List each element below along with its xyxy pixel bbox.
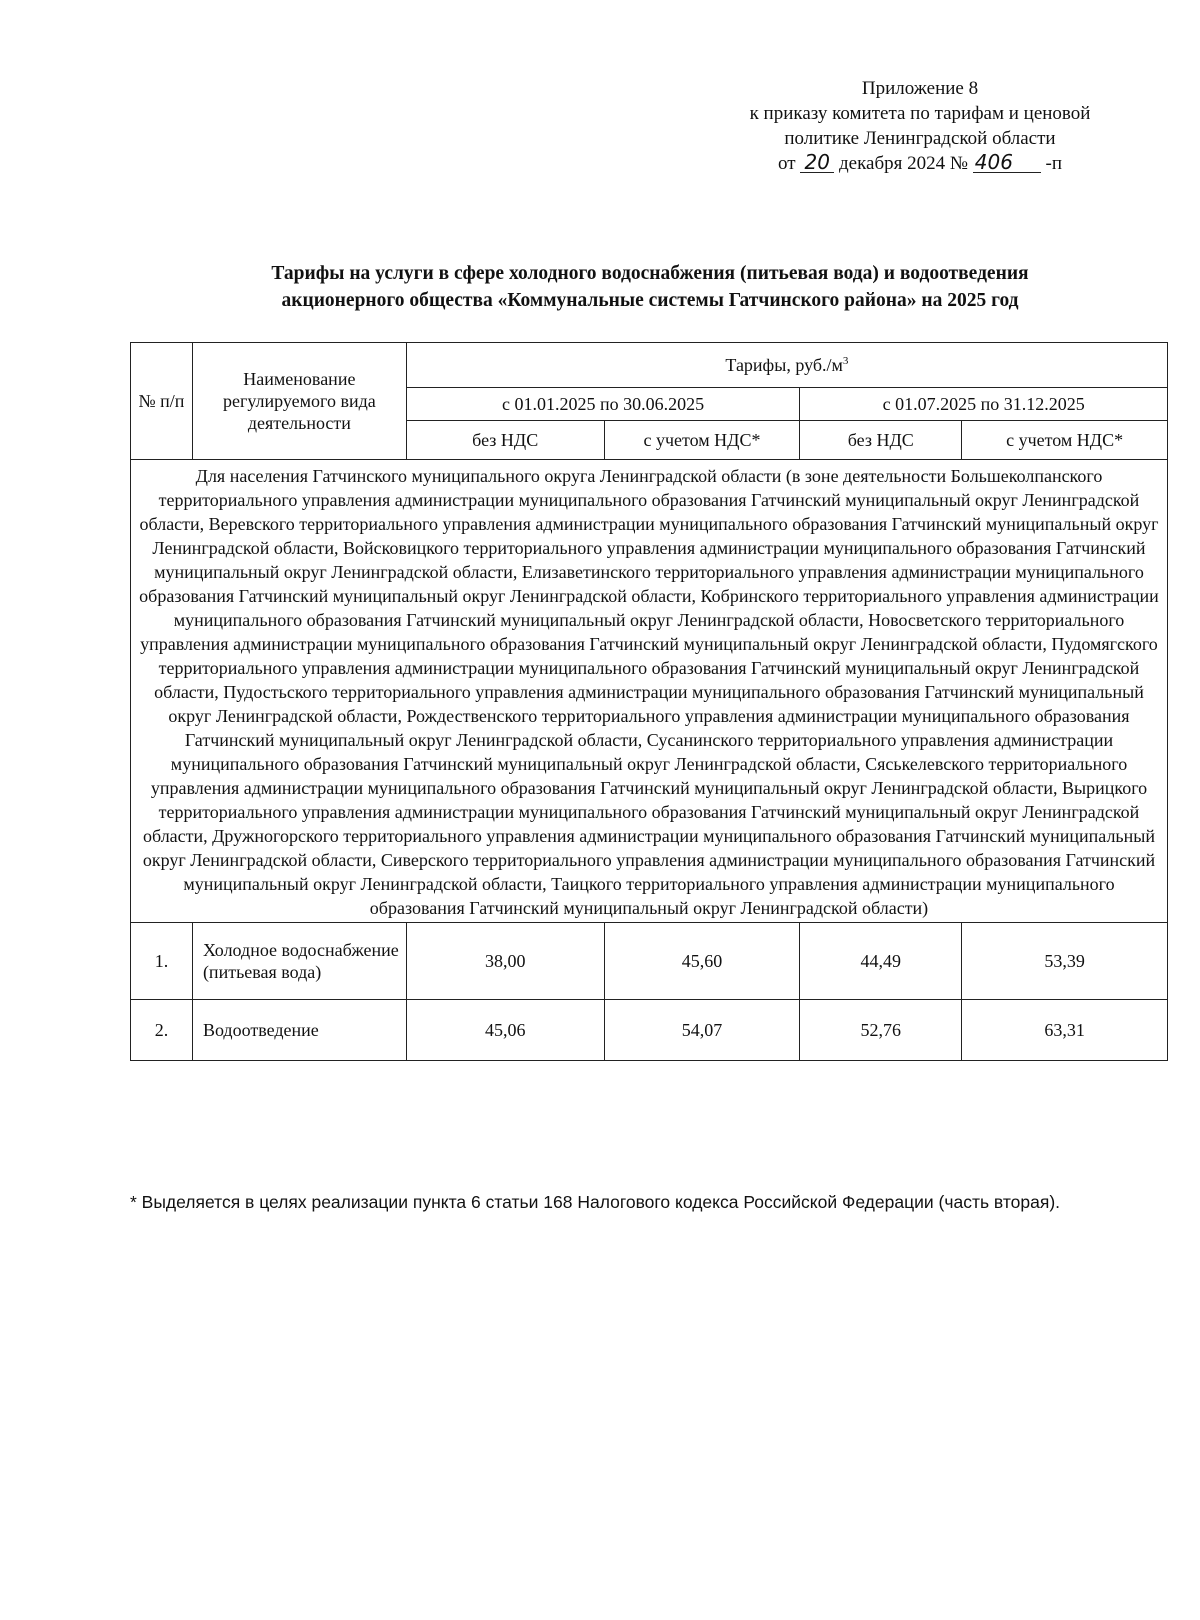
- header-period-1: с 01.01.2025 по 30.06.2025: [406, 388, 800, 421]
- appendix-order-line: к приказу комитета по тарифам и ценовой: [749, 103, 1091, 124]
- row-num: 2.: [131, 1000, 193, 1061]
- header-tariffs-unit-sup: 3: [842, 354, 849, 367]
- appendix-title: Приложение 8: [861, 78, 979, 99]
- appendix-committee-line: политике Ленинградской области: [784, 128, 1056, 149]
- row-activity: Холодное водоснабжение (питьевая вода): [192, 923, 406, 1000]
- date-month-year: декабря 2024 №: [839, 153, 969, 174]
- title-line-2: акционерного общества «Коммунальные системы Гатчинского района» на 2025 год: [281, 290, 1019, 311]
- row-p1-with-vat: 45,60: [604, 923, 800, 1000]
- header-p1-no-vat: без НДС: [406, 421, 604, 460]
- scope-description: Для населения Гатчинского муниципального округа Ленинградской области (в зоне деятельности Большеколпанского территориального управления администрации муниципального образования Гатчинский муниципальный округ Ленинградской области, Веревского территориального управления администрации муниципального образования Гатчинский муниципальный округ Ленинградской области, Войсковицкого территориального управления администрации муниципального образования Гатчинский муниципальный округ Ленинградской области, Елизаветинского территориального управления администрации муниципального образования Гатчинский муниципальный округ Ленинградской области, Кобринского территориального управления администрации муниципального образования Гатчинский муниципальный округ Ленинградской области, Новосветского территориального управления администрации муниципального образования Гатчинский муниципальный округ Ленинградской области, Пудомягского территориального управления администрации муниципального образования Гатчинский муниципальный округ Ленинградской области, Пудостьского территориального управления администрации муниципального образования Гатчинский муниципальный округ Ленинградской области, Рождественского территориального управления администрации муниципального образования Гатчинский муниципальный округ Ленинградской области, Сусанинского территориального управления администрации муниципального образования Гатчинский муниципальный округ Ленинградской области, Сяськелевского территориального управления администрации муниципального образования Гатчинский муниципальный округ Ленинградской области, Вырицкого территориального управления администрации муниципального образования Гатчинский муниципальный округ Ленинградской области, Дружногорского территориального управления администрации муниципального образования Гатчинский муниципальный округ Ленинградской области, Сиверского территориального управления администрации муниципального образования Гатчинский муниципальный округ Ленинградской области, Таицкого территориального управления администрации муниципального образования Гатчинский муниципальный округ Ленинградской области): [131, 460, 1168, 923]
- row-p2-with-vat: 63,31: [962, 1000, 1168, 1061]
- title-line-1: Тарифы на услуги в сфере холодного водоснабжения (питьевая вода) и водоотведения: [271, 263, 1029, 284]
- row-p2-no-vat: 44,49: [800, 923, 962, 1000]
- handwritten-order-number: 406: [973, 152, 1041, 173]
- header-activity: Наименование регулируемого вида деятельности: [192, 343, 406, 460]
- table-header-row: [131, 343, 1168, 388]
- date-prefix: от: [777, 153, 796, 174]
- header-period-2: с 01.07.2025 по 31.12.2025: [800, 388, 1168, 421]
- handwritten-day: 20: [800, 152, 834, 173]
- header-tariffs-label: Тарифы, руб./м: [725, 354, 843, 375]
- row-p1-no-vat: 38,00: [406, 923, 604, 1000]
- row-activity: Водоотведение: [192, 1000, 406, 1061]
- row-num: 1.: [131, 923, 193, 1000]
- header-p2-with-vat: с учетом НДС*: [962, 421, 1168, 460]
- table-row: [131, 1000, 1168, 1061]
- row-p1-with-vat: 54,07: [604, 1000, 800, 1061]
- row-p2-with-vat: 53,39: [962, 923, 1168, 1000]
- table-row: [131, 923, 1168, 1000]
- header-num: № п/п: [131, 343, 193, 460]
- footnote: * Выделяется в целях реализации пункта 6 статьи 168 Налогового кодекса Российской Федерации (часть вторая).: [130, 1192, 1061, 1212]
- row-p2-no-vat: 52,76: [800, 1000, 962, 1061]
- tariff-table: [130, 342, 1168, 1061]
- header-tariffs: [406, 343, 1167, 388]
- appendix-block: [690, 76, 1150, 176]
- header-p1-with-vat: с учетом НДС*: [604, 421, 800, 460]
- appendix-date-line: [690, 151, 1150, 176]
- header-p2-no-vat: без НДС: [800, 421, 962, 460]
- table-row-scope: [131, 460, 1168, 923]
- row-p1-no-vat: 45,06: [406, 1000, 604, 1061]
- order-suffix: -п: [1045, 153, 1063, 174]
- document-title: [130, 260, 1170, 314]
